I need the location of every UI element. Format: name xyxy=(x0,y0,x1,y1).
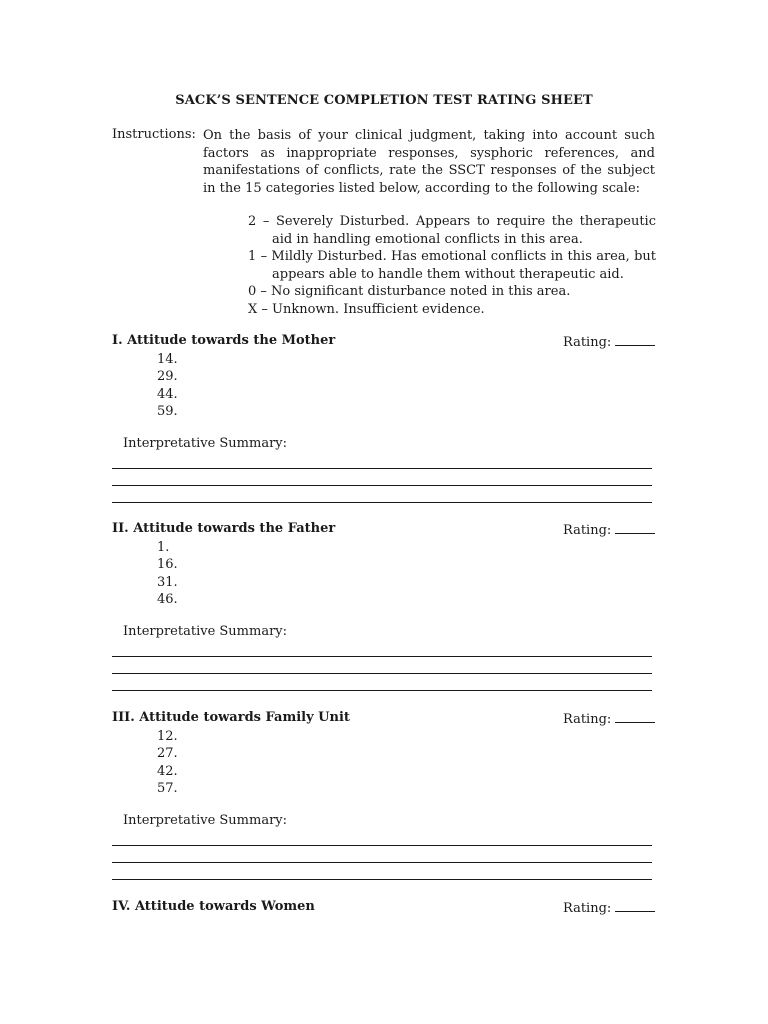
section-title: III. Attitude towards Family Unit xyxy=(112,710,350,725)
rating-field[interactable] xyxy=(563,710,655,727)
section-title: IV. Attitude towards Women xyxy=(112,899,315,914)
list-item: 27. xyxy=(157,746,178,762)
summary-line[interactable] xyxy=(112,862,652,863)
summary-line[interactable] xyxy=(112,673,652,674)
rating-field[interactable] xyxy=(563,333,655,350)
rating-label: Rating: xyxy=(563,335,612,350)
summary-line[interactable] xyxy=(112,845,652,846)
list-item: 59. xyxy=(157,403,178,419)
list-item: 44. xyxy=(157,386,178,402)
section-title: II. Attitude towards the Father xyxy=(112,521,336,536)
list-item: 42. xyxy=(157,763,178,779)
item-list xyxy=(157,539,655,608)
rating-label: Rating: xyxy=(563,901,612,916)
section-women xyxy=(112,899,655,919)
scale-item-x: X – Unknown. Insufficient evidence. xyxy=(248,301,485,317)
list-item: 12. xyxy=(157,729,178,744)
list-item: 46. xyxy=(157,591,178,607)
list-item: 16. xyxy=(157,557,178,573)
summary-label: Interpretative Summary: xyxy=(123,624,288,639)
list-item: 14. xyxy=(157,352,178,367)
summary-line[interactable] xyxy=(112,485,652,486)
section-family-unit xyxy=(112,710,655,880)
rating-label: Rating: xyxy=(563,712,612,727)
rating-blank[interactable] xyxy=(615,521,655,534)
summary-line[interactable] xyxy=(112,468,652,469)
list-item: 57. xyxy=(157,780,178,796)
summary-label: Interpretative Summary: xyxy=(123,813,288,828)
section-father xyxy=(112,521,655,691)
rating-blank[interactable] xyxy=(615,710,655,723)
item-list xyxy=(157,351,655,420)
rating-field[interactable] xyxy=(563,521,655,538)
rating-blank[interactable] xyxy=(615,333,655,346)
list-item: 29. xyxy=(157,369,178,385)
list-item: 31. xyxy=(157,574,178,590)
rating-scale xyxy=(248,213,656,318)
summary-line[interactable] xyxy=(112,656,652,657)
list-item: 1. xyxy=(157,540,170,555)
scale-item-1: 1 – Mildly Disturbed. Has emotional conflicts in this area, but appears able to handle them without therapeutic aid. xyxy=(248,249,656,282)
rating-label: Rating: xyxy=(563,523,612,538)
page-title: SACK’S SENTENCE COMPLETION TEST RATING SHEET xyxy=(175,93,593,108)
scale-item-0: 0 – No significant disturbance noted in this area. xyxy=(248,284,571,299)
section-title: I. Attitude towards the Mother xyxy=(112,333,336,348)
summary-line[interactable] xyxy=(112,502,652,503)
item-list xyxy=(157,728,655,797)
scale-item-2: 2 – Severely Disturbed. Appears to require the therapeutic aid in handling emotional conflicts in this area. xyxy=(248,214,656,247)
summary-line[interactable] xyxy=(112,690,652,691)
instructions-text: On the basis of your clinical judgment, taking into account such factors as inappropriate responses, sysphoric references, and manifestations of conflicts, rate the SSCT responses of the subject in the 15 categories listed below, according to the following scale: xyxy=(203,128,655,196)
summary-label: Interpretative Summary: xyxy=(123,436,288,451)
summary-line[interactable] xyxy=(112,879,652,880)
rating-blank[interactable] xyxy=(615,899,655,912)
section-mother xyxy=(112,333,655,503)
rating-field[interactable] xyxy=(563,899,655,916)
instructions-label: Instructions: xyxy=(112,127,196,142)
